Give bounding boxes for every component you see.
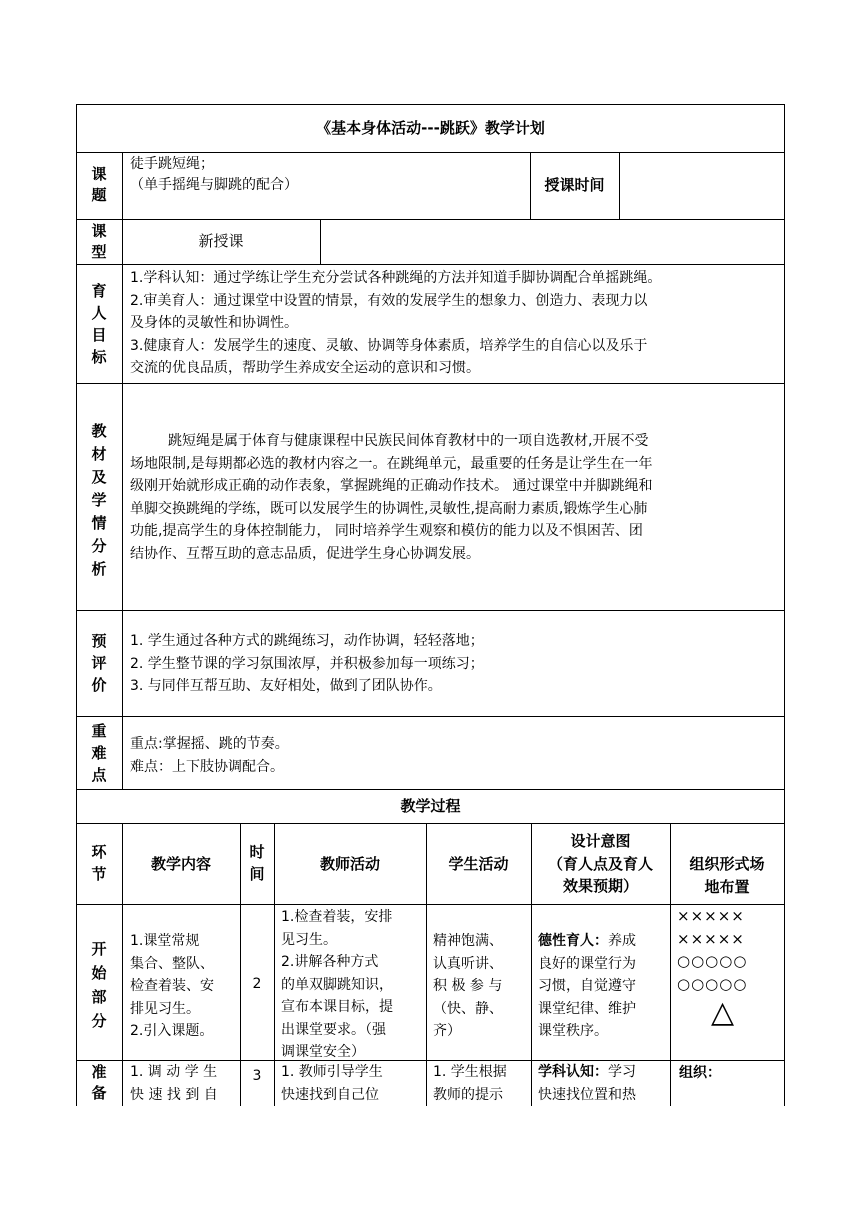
start-time: 2 bbox=[252, 976, 262, 992]
student-line: 教师的提示 bbox=[433, 1086, 503, 1103]
rule bbox=[784, 104, 785, 1106]
content-line: 1. 调 动 学 生 bbox=[130, 1064, 218, 1080]
content-line: 1.课堂常规 bbox=[130, 933, 200, 949]
start-content bbox=[130, 930, 238, 1043]
header-teacher: 教师活动 bbox=[319, 855, 380, 873]
analysis-line: 场地限制,是每期都必选的教材内容之一。在跳绳单元，最重要的任务是让学生在一年 bbox=[130, 455, 653, 472]
topic-line: 徒手跳短绳； bbox=[130, 156, 214, 172]
intent-line: 快速找位置和热 bbox=[538, 1086, 636, 1103]
header-org bbox=[670, 853, 784, 898]
student-line: 认真听讲、 bbox=[433, 955, 503, 972]
stage-start bbox=[76, 937, 122, 1033]
intent-bold: 德性育人： bbox=[538, 933, 608, 949]
page-title: 《基本身体活动---跳跃》教学计划 bbox=[316, 119, 545, 137]
student-line: 1. 学生根据 bbox=[433, 1064, 507, 1080]
student-line: 齐） bbox=[433, 1023, 461, 1039]
rule bbox=[76, 383, 785, 384]
topic-label bbox=[76, 164, 122, 206]
rule bbox=[76, 716, 785, 717]
header-student: 学生活动 bbox=[448, 855, 509, 873]
evaluation-content bbox=[130, 630, 782, 698]
formation-row: ○○○○○ bbox=[677, 952, 748, 970]
intent-line: 良好的课堂行为 bbox=[538, 955, 636, 972]
prep-org-label: 组织： bbox=[679, 1065, 721, 1081]
rule bbox=[76, 219, 785, 220]
prep-content bbox=[130, 1061, 238, 1106]
goal-line: 1.学科认知：通过学练让学生充分尝试各种跳绳的方法并知道手脚协调配合单摇跳绳。 bbox=[130, 270, 662, 286]
formation-diagram bbox=[677, 905, 781, 1031]
intent-line-tail: 养成 bbox=[608, 933, 636, 949]
formation-row: ○○○○○ bbox=[677, 974, 748, 993]
header-intent bbox=[531, 830, 670, 898]
analysis-line: 功能,提高学生的身体控制能力， 同时培养学生观察和模仿的能力以及不惧困苦、团 bbox=[130, 523, 643, 540]
header-intent-line: 设计意图 bbox=[570, 832, 631, 850]
analysis-line: 结协作、互帮互助的意志品质，促进学生身心协调发展。 bbox=[130, 545, 480, 562]
content-line: 快 速 找 到 自 bbox=[130, 1086, 218, 1103]
prep-student bbox=[433, 1061, 529, 1106]
evaluation-line: 2. 学生整节课的学习氛围浓厚，并积极参加每一项练习； bbox=[130, 655, 484, 672]
start-student bbox=[433, 930, 529, 1043]
student-line: 积 极 参 与 bbox=[433, 978, 503, 994]
goal-line: 交流的优良品质，帮助学生养成安全运动的意识和习惯。 bbox=[130, 360, 480, 377]
teacher-line: 调课堂安全） bbox=[281, 1044, 365, 1060]
process-title: 教学过程 bbox=[400, 797, 461, 815]
header-content: 教学内容 bbox=[150, 855, 211, 873]
rule bbox=[619, 152, 620, 219]
rule bbox=[76, 264, 785, 265]
rule bbox=[76, 104, 785, 105]
time-label: 授课时间 bbox=[544, 176, 605, 194]
evaluation-label bbox=[76, 630, 122, 696]
type-value: 新授课 bbox=[198, 232, 244, 250]
start-teacher bbox=[281, 906, 425, 1064]
prep-intent bbox=[538, 1061, 668, 1106]
keypoint-line: 重点:掌握摇、跳的节奏。 bbox=[130, 736, 289, 752]
analysis-line: 跳短绳是属于体育与健康课程中民族民间体育教材中的一项自选教材,开展不受 bbox=[168, 433, 649, 449]
header-stage-text: 环节 bbox=[91, 843, 107, 883]
rule bbox=[76, 789, 785, 790]
teacher-line: 出课堂要求。（强 bbox=[281, 1021, 386, 1038]
analysis-label bbox=[76, 420, 122, 581]
teacher-line: 快速找到自己位 bbox=[281, 1086, 379, 1103]
prep-time: 3 bbox=[252, 1068, 262, 1084]
goals-label-text: 育人目标 bbox=[91, 282, 107, 366]
header-intent-line: 效果预期） bbox=[562, 877, 638, 895]
header-org-line: 地布置 bbox=[704, 877, 750, 896]
formation-row: ××××× bbox=[677, 929, 745, 948]
prep-teacher bbox=[281, 1061, 425, 1106]
teacher-line: 见习生。 bbox=[281, 931, 337, 948]
goals-content bbox=[130, 267, 782, 380]
content-line: 2.引入课题。 bbox=[130, 1023, 214, 1039]
analysis-line: 单脚交换跳绳的学练，既可以发展学生的协调性,灵敏性,提高耐力素质,锻炼学生心肺 bbox=[130, 500, 648, 517]
keypoints-content bbox=[130, 733, 782, 778]
header-intent-line: （育人点及育人 bbox=[547, 854, 653, 873]
teacher-line: 宣布本课目标，提 bbox=[281, 999, 393, 1015]
stage-start-text: 开始部分 bbox=[91, 940, 107, 1030]
content-line: 排见习生。 bbox=[130, 1000, 200, 1017]
goals-label bbox=[76, 280, 122, 368]
stage-prep bbox=[76, 1062, 122, 1104]
rule bbox=[320, 219, 321, 264]
goal-line: 2.审美育人：通过课堂中设置的情景，有效的发展学生的想象力、创造力、表现力以 bbox=[130, 292, 648, 309]
type-label bbox=[76, 221, 122, 263]
content-line: 集合、整队、 bbox=[130, 955, 214, 972]
formation-row: ××××× bbox=[677, 907, 745, 925]
teacher-line: 1. 教师引导学生 bbox=[281, 1064, 383, 1080]
intent-line bbox=[538, 1061, 668, 1084]
header-time-text: 时间 bbox=[249, 843, 265, 883]
analysis-line: 级刚开始就形成正确的动作表象，掌握跳绳的正确动作技术。 通过课堂中并脚跳绳和 bbox=[130, 478, 653, 495]
header-time bbox=[240, 841, 274, 885]
header-org-line: 组织形式场 bbox=[689, 855, 765, 873]
analysis-content bbox=[130, 430, 782, 566]
intent-line bbox=[538, 930, 668, 953]
type-label-text: 课型 bbox=[91, 222, 107, 261]
intent-line: 习惯，自觉遵守 bbox=[538, 978, 636, 994]
header-stage bbox=[76, 841, 122, 885]
teacher-line: 2.讲解各种方式 bbox=[281, 954, 379, 970]
topic-line: （单手摇绳与脚跳的配合） bbox=[130, 177, 298, 193]
rule bbox=[76, 152, 785, 153]
intent-line: 课堂纪律、维护 bbox=[538, 1000, 636, 1017]
goal-line: 及身体的灵敏性和协调性。 bbox=[130, 315, 298, 332]
keypoint-line: 难点：上下肢协调配合。 bbox=[130, 758, 284, 775]
rule bbox=[76, 823, 785, 824]
evaluation-line: 3. 与同伴互帮互助、友好相处，做到了团队协作。 bbox=[130, 678, 442, 695]
teacher-position-icon: △ bbox=[710, 995, 736, 1030]
start-intent bbox=[538, 930, 668, 1043]
keypoints-label-text: 重难点 bbox=[91, 722, 107, 784]
student-line: （快、静、 bbox=[433, 1000, 503, 1017]
teacher-line: 的单双脚跳知识， bbox=[281, 976, 393, 993]
stage-prep-text: 准备 bbox=[91, 1063, 107, 1102]
intent-line: 课堂秩序。 bbox=[538, 1023, 608, 1039]
keypoints-label bbox=[76, 720, 122, 786]
evaluation-label-text: 预评价 bbox=[91, 632, 107, 694]
intent-line-tail: 学习 bbox=[608, 1064, 636, 1080]
evaluation-line: 1. 学生通过各种方式的跳绳练习，动作协调，轻轻落地； bbox=[130, 633, 484, 649]
topic-content bbox=[130, 154, 526, 196]
teacher-line: 1.检查着装，安排 bbox=[281, 909, 393, 925]
intent-bold: 学科认知： bbox=[538, 1064, 608, 1080]
content-line: 检查着装、安 bbox=[130, 978, 214, 994]
student-line: 精神饱满、 bbox=[433, 933, 503, 949]
rule bbox=[76, 610, 785, 611]
topic-label-text: 课题 bbox=[91, 165, 107, 204]
analysis-label-text: 教材及学情分析 bbox=[91, 422, 107, 578]
goal-line: 3.健康育人：发展学生的速度、灵敏、协调等身体素质，培养学生的自信心以及乐于 bbox=[130, 337, 648, 354]
